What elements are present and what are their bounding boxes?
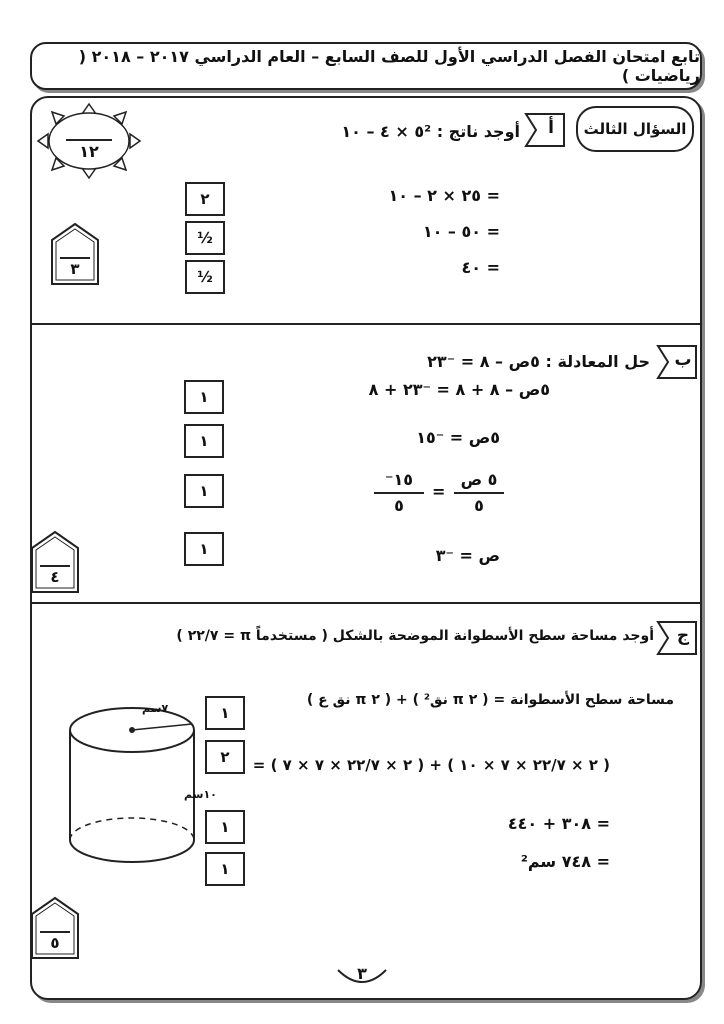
height-label: ١٠سم [184,788,217,801]
part-b-prompt: حل المعادلة : [545,352,650,371]
section-divider-2 [30,602,702,604]
part-b-mark-4: ١ [184,532,224,566]
radius-label: ٧سم [142,702,169,715]
page-number: ٣ [357,964,367,983]
part-a-step-2: = ٥٠ – ١٠ [422,222,500,241]
part-b-mark-3: ١ [184,474,224,508]
question-label-text: السؤال الثالث [583,120,687,138]
frac-left-bar [454,492,504,494]
part-a-score: ٣ [70,260,80,278]
frac-equals: = [432,482,446,501]
frac-right-bar [374,492,424,494]
part-a-step-3: = ٤٠ [461,258,500,277]
cylinder-figure [34,700,234,890]
part-b-score-badge [30,530,80,594]
part-b-letter: ب [674,350,692,370]
part-a-marker [524,112,566,148]
part-b-step-4: ص = ⁻٣ [435,546,500,565]
part-b-question [380,352,650,371]
part-a-mark-3: ½ [185,260,225,294]
question-label [576,106,694,152]
total-score-value: ١٢ [79,142,99,161]
exam-header [30,42,702,90]
part-b-step-1: ٥ص – ٨ + ٨ = ⁻٢٣ + ٨ [368,380,550,399]
section-divider-1 [30,323,702,325]
page-number-badge [332,964,392,996]
part-c-mark-4: ١ [205,852,245,886]
exam-title: تابع امتحان الفصل الدراسي الأول للصف السابع – العام الدراسي ٢٠١٧ – ٢٠١٨ ( رياضيات ) [78,47,700,85]
frac-right-num: ⁻١٥ [385,470,413,489]
part-c-step-2: = ٣٠٨ + ٤٤٠ [507,814,610,833]
part-c-mark-2: ٢ [205,740,245,774]
part-c-step-1: = ( ٢ × ٢٢/٧ × ٧ × ٧ ) + ( ٢ × ٢٢/٧ × ٧ × ١٠ ) [252,756,610,774]
part-c-formula: مساحة سطح الأسطوانة = ( ٢ π نق² ) + ( ٢ π نق ع ) [306,692,674,708]
part-a-step-1: = ٢٥ × ٢ – ١٠ [388,186,500,205]
part-b-marker [656,344,698,380]
part-c-score-badge [30,896,80,960]
part-c-mark-1: ١ [205,696,245,730]
total-score-badge [34,102,144,180]
frac-left-num: ٥ ص [460,470,498,489]
part-c-prompt: أوجد مساحة سطح الأسطوانة الموضحة بالشكل ( مستخدماً π = ٢٢/٧ ) [176,628,654,644]
frac-left-den: ٥ [474,496,484,515]
part-b-step-3 [370,470,510,520]
part-a-question [300,122,520,141]
part-b-mark-1: ١ [184,380,224,414]
part-c-mark-3: ١ [205,810,245,844]
part-a-prompt: أوجد ناتج : [436,122,520,141]
part-a-expression: ٥² × ٤ – ١٠ [341,122,432,141]
part-b-mark-2: ١ [184,424,224,458]
sun-icon [34,102,144,180]
frac-right-den: ٥ [394,496,404,515]
part-c-marker [656,620,698,656]
part-b-score: ٤ [50,568,60,586]
part-c-letter: ج [676,626,690,646]
part-c-score: ٥ [50,934,60,952]
part-b-step-2: ٥ص = ⁻١٥ [416,428,500,447]
part-c-step-3: = ٧٤٨ سم² [520,852,610,871]
part-a-mark-1: ٢ [185,182,225,216]
part-b-equation: ٥ص – ٨ = ⁻٢٣ [427,352,540,371]
part-a-score-badge [50,222,100,286]
part-a-letter: أ [548,118,554,138]
part-a-mark-2: ½ [185,221,225,255]
